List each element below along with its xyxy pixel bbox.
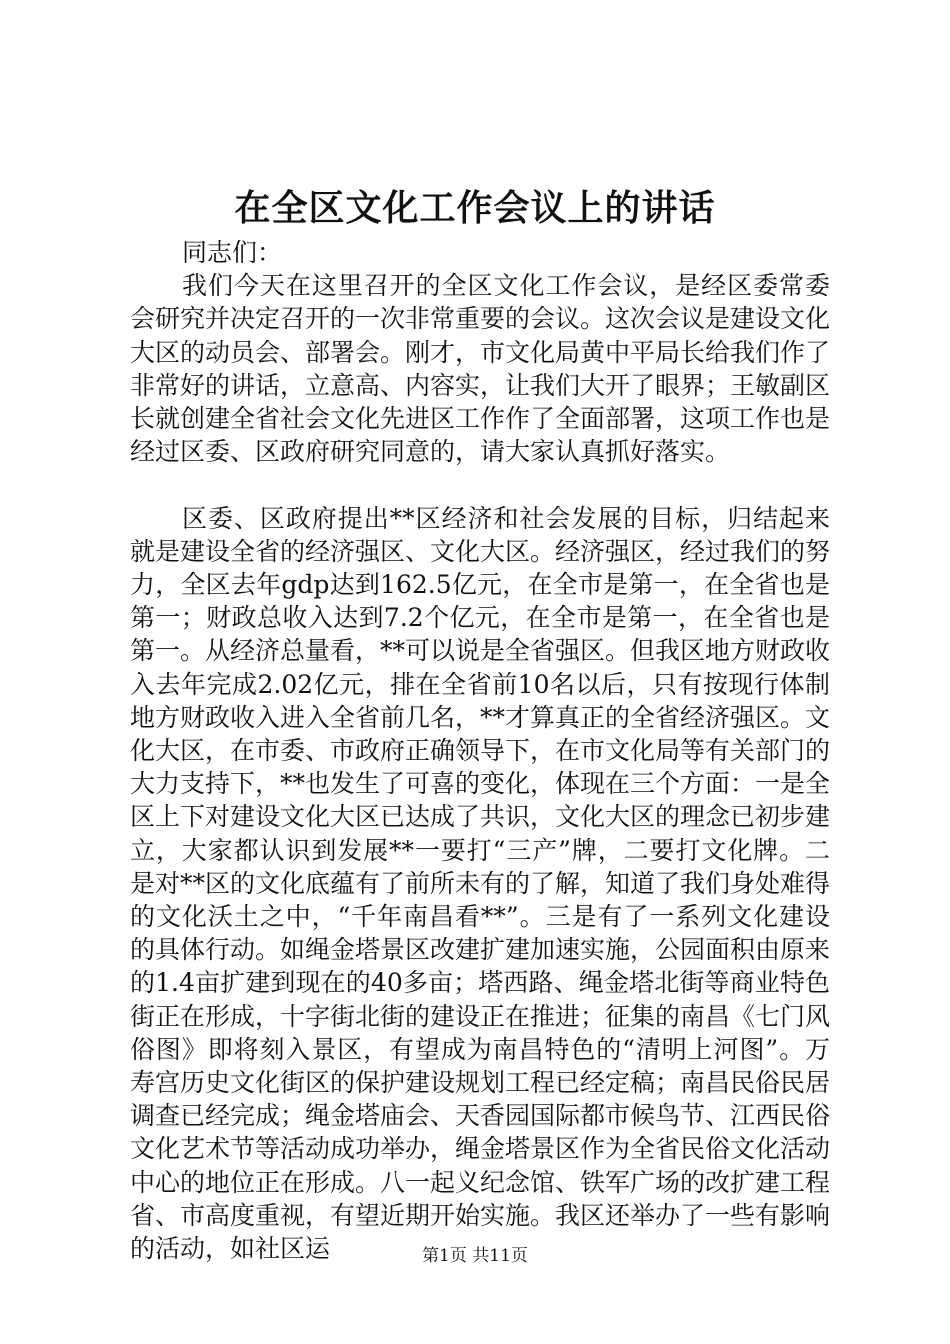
document-title: 在全区文化工作会议上的讲话: [234, 187, 716, 229]
salutation: 同志们：: [182, 238, 283, 267]
document-body: [130, 236, 830, 1265]
page-number-footer: 第1页 共11页: [422, 1246, 528, 1266]
paragraph-2: 区委、区政府提出**区经济和社会发展的目标，归结起来就是建设全省的经济强区、文化大区。经济强区，经过我们的努力，全区去年gdp达到162.5亿元，在全市是第一，在全省也是第一；财政总收入达到7.2个亿元，在全市是第一，在全省也是第一。从经济总量看，**可以说是全省强区。但我区地方财政收入去年完成2.02亿元，排在全省前10名以后，只有按现行体制地方财政收入进入全省前几名，**才算真正的全省经济强区。文化大区，在市委、市政府正确领导下，在市文化局等有关部门的大力支持下，**也发生了可喜的变化，体现在三个方面：一是全区上下对建设文化大区已达成了共识，文化大区的理念已初步建立，大家都认识到发展**一要打“三产”牌，二要打文化牌。二是对**区的文化底蕴有了前所未有的了解，知道了我们身处难得的文化沃土之中，“千年南昌看**”。三是有了一系列文化建设的具体行动。如绳金塔景区改建扩建加速实施，公园面积由原来的1.4亩扩建到现在的40多亩；塔西路、绳金塔北街等商业特色街正在形成，十字街北街的建设正在推进；征集的南昌《七门风俗图》即将刻入景区，有望成为南昌特色的“清明上河图”。万寿宫历史文化街区的保护建设规划工程已经定稿；南昌民俗民居调查已经完成；绳金塔庙会、天香园国际都市候鸟节、江西民俗文化艺术节等活动成功举办，绳金塔景区作为全省民俗文化活动中心的地位正在形成。八一起义纪念馆、铁军广场的改扩建工程省、市高度重视，有望近期开始实施。我区还举办了一些有影响的活动，如社区运: [130, 503, 831, 1264]
paragraph-1: 我们今天在这里召开的全区文化工作会议，是经区委常委会研究并决定召开的一次非常重要的会议。这次会议是建设文化大区的动员会、部署会。刚才，市文化局黄中平局长给我们作了非常好的讲话，立意高、内容实，让我们大开了眼界；王敏副区长就创建全省社会文化先进区工作作了全面部署，这项工作也是经过区委、区政府研究同意的，请大家认真抓好落实。: [130, 271, 831, 467]
